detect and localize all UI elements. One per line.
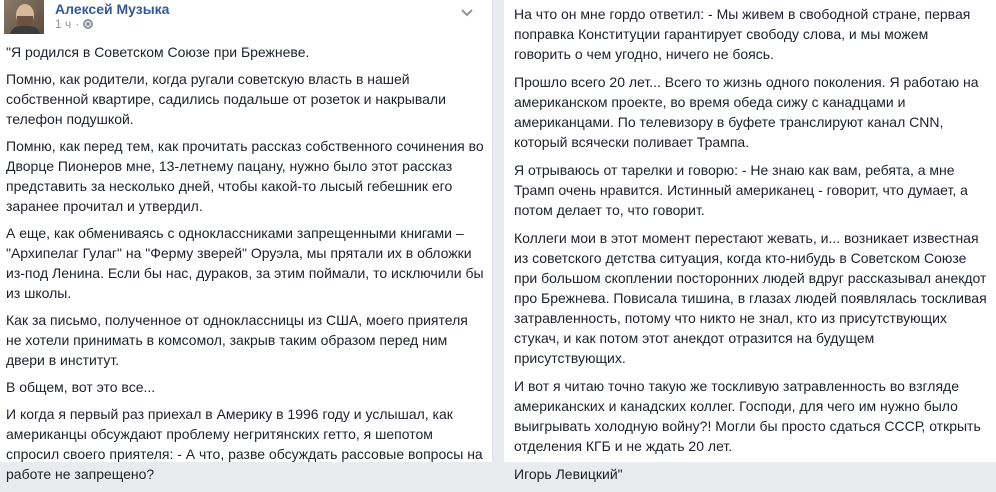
globe-icon xyxy=(83,19,93,29)
chevron-down-icon[interactable] xyxy=(460,6,474,20)
post-paragraph: Игорь Левицкий" xyxy=(514,466,623,482)
post-timestamp[interactable]: 1 ч xyxy=(55,17,72,31)
post-paragraph: На что он мне гордо ответил: - Мы живем в свободной стране, первая поправка Конституции гарантирует свободу слова, и мы можем говорить о чем угодно, ничего не боясь. xyxy=(514,6,971,62)
author-name[interactable]: Алексей Музыка xyxy=(55,1,170,17)
post-paragraph: Прошло всего 20 лет... Всего то жизнь одного поколения. Я работаю на американском проекте, во время обеда сижу с канадцами и американцами. По телевизору в буфете транслируют канал CNN, который всячески поливает Трампа. xyxy=(514,74,979,150)
post-meta: 1 ч · xyxy=(55,17,93,31)
post-text-right xyxy=(514,4,988,492)
post-text-left xyxy=(6,42,484,491)
post-paragraph: И вот я читаю точно такую же тоскливую затравленность во взгляде американских и канадских коллег. Господи, для чего им нужно было выигрывать холодную войну?! Могли бы просто сдаться СССР, открыть отделения КГБ и не ждать 20 лет. xyxy=(514,378,981,454)
post-paragraph: Помню, как родители, когда ругали советскую власть в нашей собственной квартире, садились подальше от розеток и накрывали телефон подушкой. xyxy=(6,71,446,127)
post-paragraph: Коллеги мои в этот момент перестают жевать, и... возникает известная из советского детства ситуация, когда кто-нибудь в Советском Союзе при большом скоплении посторонних людей вдруг рассказывал анекдот про Брежнева. Повисала тишина, в глазах людей появлялась тоскливая затравленность, потому что никто не знал, кто из присутствующих стукач, и как потом этот анекдот отразится на будущем присутствующих. xyxy=(514,230,987,366)
post-paragraph: А еще, как обмениваясь с одноклассниками запрещенными книгами – "Архипелаг Гулаг" на "Ферму зверей" Оруэла, мы прятали их в обложки из-под Ленина. Если бы нас, дураков, за этим поймали, то исключили бы из школы. xyxy=(6,225,484,301)
post-paragraph: И когда я первый раз приехал в Америку в 1996 году и услышал, как американцы обсуждают проблему негритянских гетто, я шепотом спросил своего приятеля: - А что, разве обсуждать рассовые вопросы на работе не запрещено? xyxy=(6,406,483,482)
post-paragraph: Я отрываюсь от тарелки и говорю: - Не знаю как вам, ребята, а мне Трамп очень нравится. Истинный американец - говорит, что думает, а потом делает то, что говорит. xyxy=(514,162,968,218)
avatar[interactable] xyxy=(4,0,44,34)
post-header xyxy=(0,0,492,36)
post-paragraph: Помню, как перед тем, как прочитать рассказ собственного сочинения во Дворце Пионеров мне, 13-летнему пацану, нужно было этот рассказ представить за несколько дней, чтобы какой-то лысый гебешник его заранее прочитал и утвердил. xyxy=(6,138,484,214)
post-paragraph: "Я родился в Советском Союзе при Брежневе. xyxy=(6,44,310,60)
post-paragraph: Как за письмо, полученное от одноклассницы из США, моего приятеля не хотели принимать в комсомол, закрыв таким образом перед ним двери в институт. xyxy=(6,312,468,368)
post-card-right xyxy=(504,0,996,482)
post-paragraph: В общем, вот это все... xyxy=(6,379,156,395)
avatar-body xyxy=(10,26,40,34)
post-card-left xyxy=(0,0,493,482)
